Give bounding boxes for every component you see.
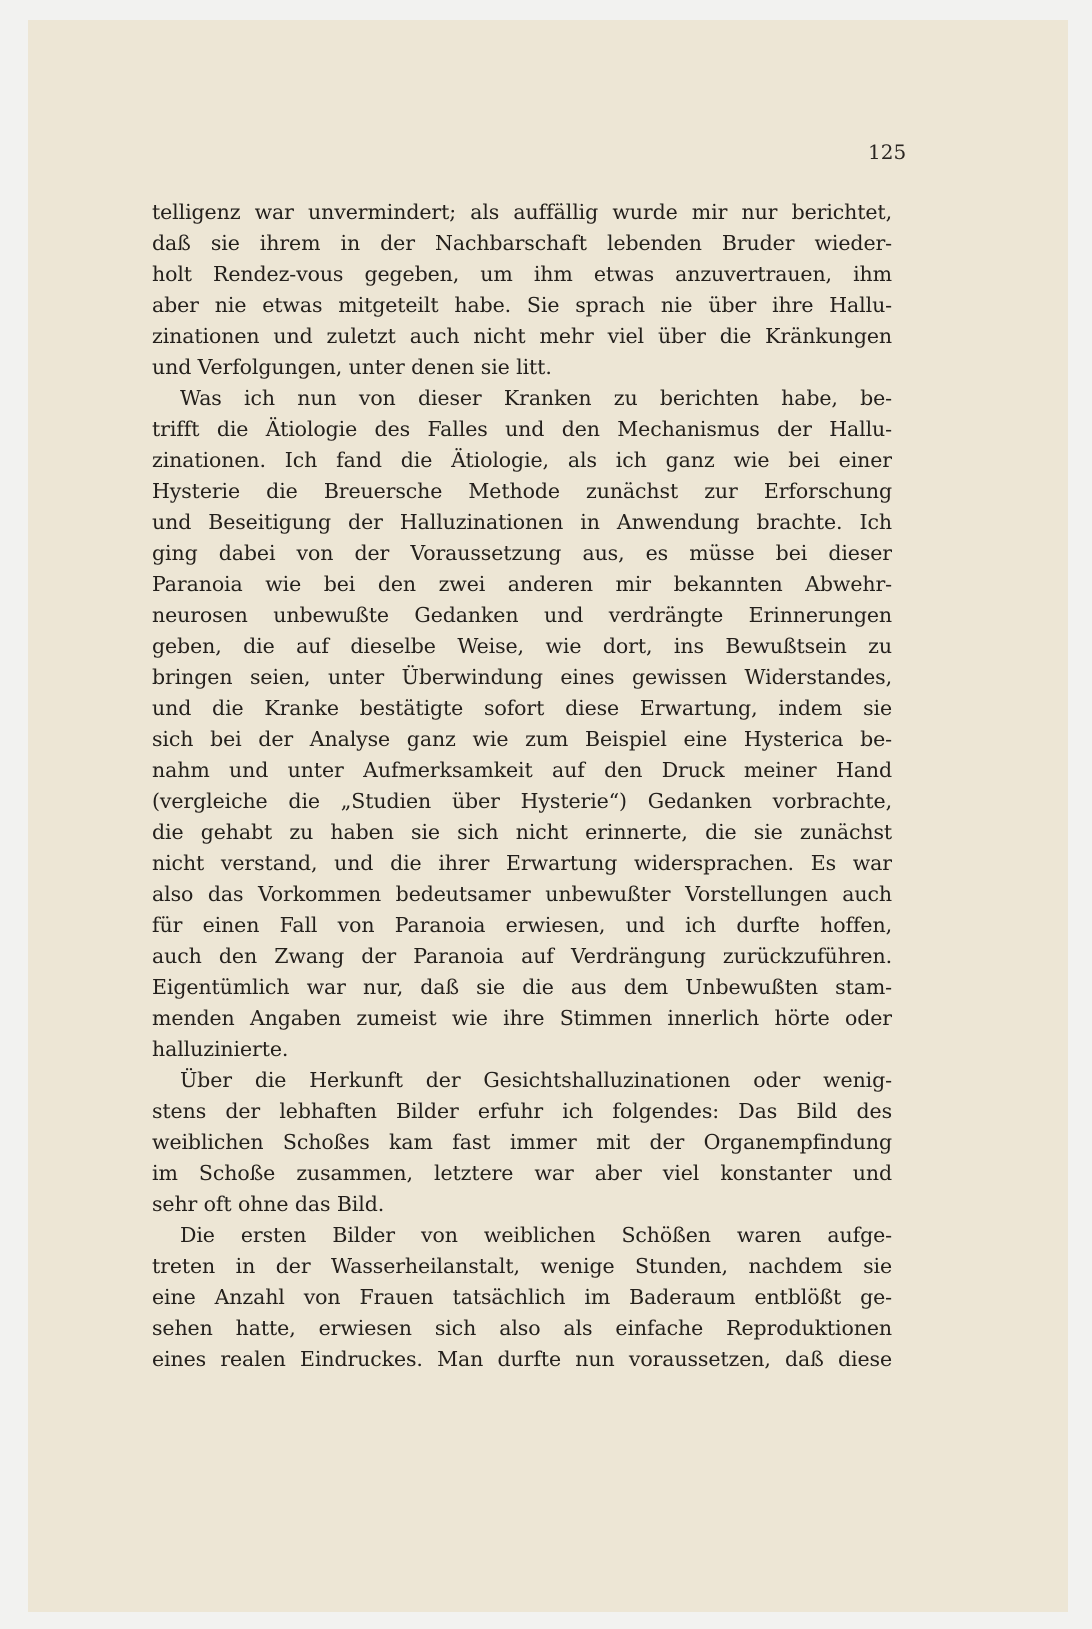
text-line: neurosen unbewußte Gedanken und verdrängte Erinnerungen	[152, 603, 892, 627]
text-line: zinationen und zuletzt auch nicht mehr viel über die Kränkungen	[152, 324, 892, 348]
text-line: und die Kranke bestätigte sofort diese Erwartung, indem sie	[152, 696, 892, 720]
text-line: telligenz war unvermindert; als auffällig wurde mir nur berichtet,	[152, 200, 892, 224]
text-line: eine Anzahl von Frauen tatsächlich im Baderaum entblößt ge-	[152, 1285, 892, 1309]
text-line: trifft die Ätiologie des Falles und den Mechanismus der Hallu-	[152, 417, 892, 441]
text-line: daß sie ihrem in der Nachbarschaft lebenden Bruder wieder-	[152, 231, 892, 255]
text-line: zinationen. Ich fand die Ätiologie, als ich ganz wie bei einer	[152, 448, 892, 472]
book-page	[28, 20, 1068, 1612]
text-line: Die ersten Bilder von weiblichen Schößen waren aufge-	[180, 1223, 892, 1247]
text-line: bringen seien, unter Überwindung eines gewissen Widerstandes,	[152, 665, 892, 689]
text-line: sehr oft ohne das Bild.	[152, 1192, 385, 1216]
text-line: sich bei der Analyse ganz wie zum Beispiel eine Hysterica be-	[152, 727, 892, 751]
text-line: aber nie etwas mitgeteilt habe. Sie sprach nie über ihre Hallu-	[152, 293, 892, 317]
text-line: auch den Zwang der Paranoia auf Verdrängung zurückzuführen.	[152, 944, 892, 968]
text-line: stens der lebhaften Bilder erfuhr ich folgendes: Das Bild des	[152, 1099, 892, 1123]
text-line: nicht verstand, und die ihrer Erwartung widersprachen. Es war	[152, 851, 892, 875]
text-line: (vergleiche die „Studien über Hysterie“) Gedanken vorbrachte,	[152, 789, 892, 813]
body-text	[152, 197, 892, 1375]
text-line: und Verfolgungen, unter denen sie litt.	[152, 355, 552, 379]
text-line: Hysterie die Breuersche Methode zunächst zur Erforschung	[152, 479, 892, 503]
text-line: die gehabt zu haben sie sich nicht erinnerte, die sie zunächst	[152, 820, 892, 844]
text-line: ging dabei von der Voraussetzung aus, es müsse bei dieser	[152, 541, 892, 565]
text-line: halluzinierte.	[152, 1037, 289, 1061]
text-line: im Schoße zusammen, letztere war aber viel konstanter und	[152, 1161, 892, 1185]
text-line: Was ich nun von dieser Kranken zu berichten habe, be-	[180, 386, 892, 410]
page-number: 125	[868, 140, 907, 164]
text-line: geben, die auf dieselbe Weise, wie dort, ins Bewußtsein zu	[152, 634, 892, 658]
text-line: treten in der Wasserheilanstalt, wenige Stunden, nachdem sie	[152, 1254, 892, 1278]
text-line: Eigentümlich war nur, daß sie die aus dem Unbewußten stam-	[152, 975, 892, 999]
text-line: menden Angaben zumeist wie ihre Stimmen innerlich hörte oder	[152, 1006, 892, 1030]
text-line: nahm und unter Aufmerksamkeit auf den Druck meiner Hand	[152, 758, 892, 782]
text-line: für einen Fall von Paranoia erwiesen, und ich durfte hoffen,	[152, 913, 892, 937]
text-line: Über die Herkunft der Gesichtshalluzinationen oder wenig-	[180, 1068, 892, 1092]
text-line: holt Rendez-vous gegeben, um ihm etwas anzuvertrauen, ihm	[152, 262, 892, 286]
text-line: eines realen Eindruckes. Man durfte nun voraussetzen, daß diese	[152, 1347, 892, 1371]
text-line: also das Vorkommen bedeutsamer unbewußter Vorstellungen auch	[152, 882, 892, 906]
text-line: weiblichen Schoßes kam fast immer mit der Organempfindung	[152, 1130, 892, 1154]
text-line: und Beseitigung der Halluzinationen in Anwendung brachte. Ich	[152, 510, 892, 534]
text-line: Paranoia wie bei den zwei anderen mir bekannten Abwehr-	[152, 572, 892, 596]
text-line: sehen hatte, erwiesen sich also als einfache Reproduktionen	[152, 1316, 892, 1340]
